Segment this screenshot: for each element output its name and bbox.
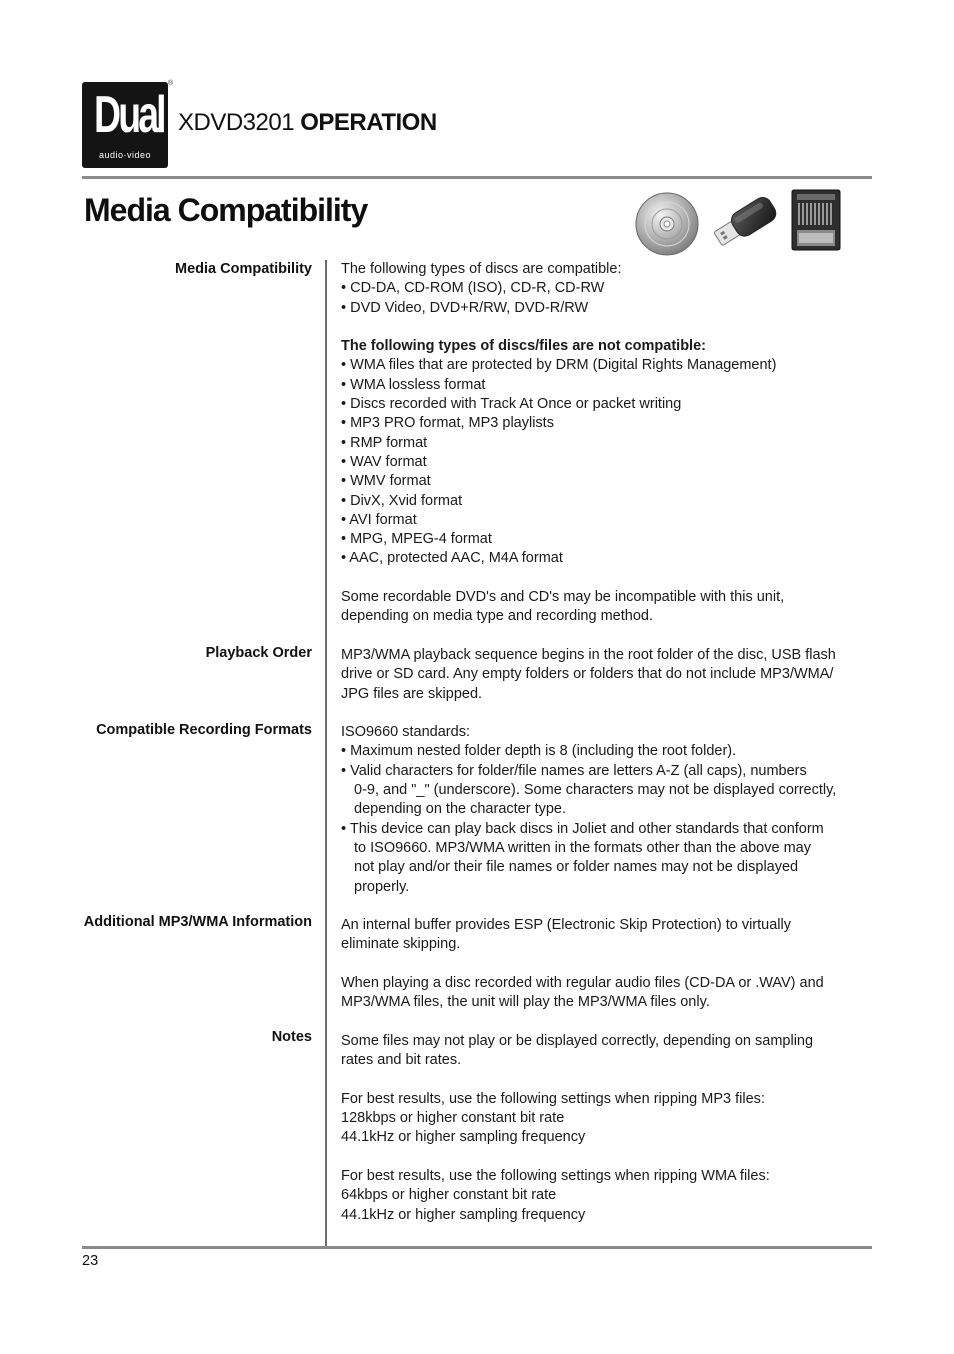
- not-compatible-heading: The following types of discs/files are not compatible:: [341, 338, 706, 355]
- recordable-note-line: depending on media type and recording method.: [341, 608, 653, 625]
- compatible-intro: The following types of discs are compatible:: [341, 261, 622, 277]
- list-item: • This device can play back discs in Joliet and other standards that conform: [341, 820, 824, 837]
- mp3-settings-line: 44.1kHz or higher sampling frequency: [341, 1129, 586, 1146]
- list-item: • DivX, Xvid format: [341, 492, 463, 509]
- list-item-continuation: not play and/or their file names or folder names may not be displayed: [354, 859, 799, 876]
- list-item: • CD-DA, CD-ROM (ISO), CD-R, CD-RW: [341, 280, 605, 297]
- list-item-continuation: properly.: [354, 878, 410, 895]
- list-item: • WAV format: [341, 453, 427, 470]
- wma-settings-line: 64kbps or higher constant bit rate: [341, 1187, 557, 1204]
- list-item: • RMP format: [341, 434, 428, 451]
- label-recording-formats: Compatible Recording Formats: [96, 722, 312, 738]
- wma-settings-line: 44.1kHz or higher sampling frequency: [341, 1206, 586, 1223]
- mixed-files-line: MP3/WMA files, the unit will play the MP3/WMA files only.: [341, 994, 710, 1011]
- list-item: • WMV format: [341, 473, 431, 490]
- footer-rule: [82, 1246, 872, 1249]
- list-item: • DVD Video, DVD+R/RW, DVD-R/RW: [341, 299, 589, 316]
- label-playback-order: Playback Order: [205, 645, 312, 661]
- list-item: • MPG, MPEG-4 format: [341, 531, 492, 548]
- column-divider: [325, 260, 327, 1248]
- page-title: Media Compatibility: [84, 192, 368, 228]
- list-item: • Maximum nested folder depth is 8 (including the root folder).: [341, 743, 737, 760]
- dual-logo: [82, 82, 168, 168]
- mp3-settings-line: For best results, use the following settings when ripping MP3 files:: [341, 1090, 765, 1107]
- main-content: [341, 260, 871, 1225]
- list-item-continuation: to ISO9660. MP3/WMA written in the formats other than the above may: [354, 839, 811, 856]
- label-additional-info: Additional MP3/WMA Information: [83, 914, 312, 930]
- list-item: • AAC, protected AAC, M4A format: [341, 550, 563, 567]
- header-title: [178, 108, 437, 138]
- recordable-note-line: Some recordable DVD's and CD's may be incompatible with this unit,: [341, 589, 785, 606]
- sd-card-icon: [792, 190, 840, 250]
- iso-intro: ISO9660 standards:: [341, 724, 470, 741]
- sampling-note-line: Some files may not play or be displayed correctly, depending on sampling: [341, 1032, 814, 1049]
- list-item: • AVI format: [341, 511, 417, 528]
- esp-line: eliminate skipping.: [341, 936, 461, 953]
- model-number: XDVD3201: [178, 109, 295, 136]
- playback-line: JPG files are skipped.: [341, 685, 483, 702]
- playback-line: MP3/WMA playback sequence begins in the root folder of the disc, USB flash: [341, 646, 836, 663]
- usb-flash-drive-icon: [711, 194, 779, 250]
- esp-line: An internal buffer provides ESP (Electronic Skip Protection) to virtually: [341, 917, 791, 934]
- label-media-compatibility: Media Compatibility: [175, 261, 312, 277]
- header-rule: [82, 176, 872, 179]
- media-icons: [634, 188, 844, 258]
- registered-mark: ®: [168, 80, 174, 87]
- label-notes: Notes: [271, 1029, 312, 1045]
- list-item: • WMA lossless format: [341, 376, 486, 393]
- logo-subtitle: audio·video: [98, 150, 152, 160]
- playback-line: drive or SD card. Any empty folders or folders that do not include MP3/WMA/: [341, 666, 834, 683]
- page-number: 23: [82, 1253, 99, 1269]
- wma-settings-line: For best results, use the following settings when ripping WMA files:: [341, 1167, 770, 1184]
- logo-wordmark: Dual: [94, 86, 164, 144]
- list-item-continuation: 0-9, and "_" (underscore). Some characters may not be displayed correctly,: [354, 782, 837, 799]
- cd-disc-icon: [636, 193, 698, 255]
- section-name: OPERATION: [300, 109, 437, 136]
- list-item: • Discs recorded with Track At Once or packet writing: [341, 396, 682, 413]
- list-item-continuation: depending on the character type.: [354, 801, 567, 818]
- mp3-settings-line: 128kbps or higher constant bit rate: [341, 1110, 565, 1127]
- list-item: • Valid characters for folder/file names are letters A-Z (all caps), numbers: [341, 762, 807, 779]
- list-item: • WMA files that are protected by DRM (Digital Rights Management): [341, 357, 777, 374]
- sampling-note-line: rates and bit rates.: [341, 1052, 462, 1069]
- list-item: • MP3 PRO format, MP3 playlists: [341, 415, 554, 432]
- mixed-files-line: When playing a disc recorded with regular audio files (CD-DA or .WAV) and: [341, 974, 824, 991]
